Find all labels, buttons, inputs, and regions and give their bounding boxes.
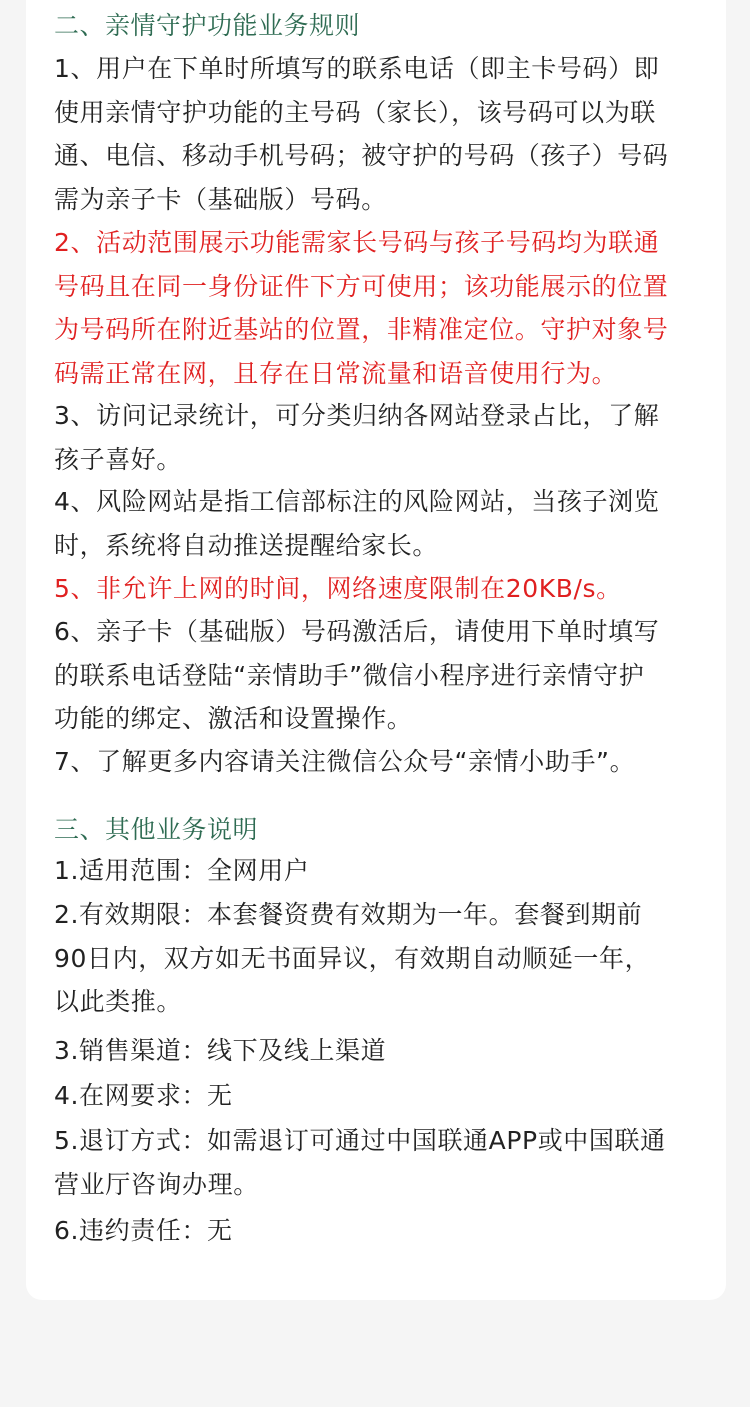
rule-1: 1、用户在下单时所填写的联系电话（即主卡号码）即 使用亲情守护功能的主号码（家长），该号码可以为联 通、电信、移动手机号码；被守护的号码（孩子）号码 需为亲子卡（基础版）号码。 <box>54 54 669 214</box>
item-validity: 2.有效期限：本套餐资费有效期为一年。套餐到期前 90日内，双方如无书面异议，有效期自动顺延一年， 以此类推。 <box>54 900 651 1016</box>
item-network-requirement: 4.在网要求：无 <box>54 1081 233 1110</box>
rule-5-highlight: 5、非允许上网的时间，网络速度限制在20KB/s。 <box>54 574 622 603</box>
rule-7: 7、了解更多内容请关注微信公众号“亲情小助手”。 <box>54 747 636 776</box>
rule-6: 6、亲子卡（基础版）号码激活后，请使用下单时填写 的联系电话登陆“亲情助手”微信小程序进行亲情守护 功能的绑定、激活和设置操作。 <box>54 617 660 733</box>
item-scope: 1.适用范围：全网用户 <box>54 856 310 885</box>
section-title-rules: 二、亲情守护功能业务规则 <box>54 11 361 40</box>
rule-4: 4、风险网站是指工信部标注的风险网站，当孩子浏览 时，系统将自动推送提醒给家长。 <box>54 487 660 560</box>
section-title-other: 三、其他业务说明 <box>54 815 259 844</box>
rule-2-highlight: 2、活动范围展示功能需家长号码与孩子号码均为联通 号码且在同一身份证件下方可使用；该功能展示的位置 为号码所在附近基站的位置，非精准定位。守护对象号 码需正常在网，且存在日常流量和语音使用行为。 <box>54 228 669 388</box>
item-channel: 3.销售渠道：线下及线上渠道 <box>54 1036 387 1065</box>
rule-3: 3、访问记录统计，可分类归纳各网站登录占比，了解 孩子喜好。 <box>54 401 660 474</box>
item-liability: 6.违约责任：无 <box>54 1216 233 1245</box>
item-unsubscribe: 5.退订方式：如需退订可通过中国联通APP或中国联通 营业厅咨询办理。 <box>54 1126 666 1199</box>
